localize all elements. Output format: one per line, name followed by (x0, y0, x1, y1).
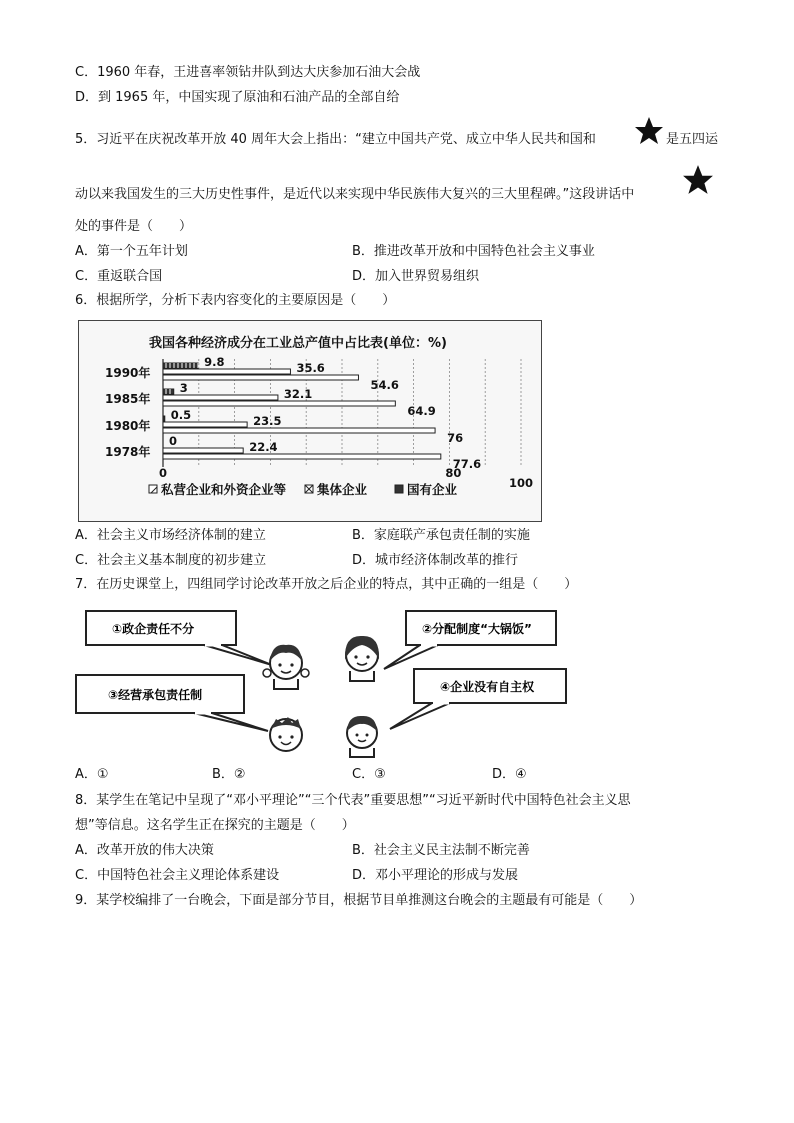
legend-item (395, 482, 458, 497)
q7-stem: 7．在历史课堂上，四组同学讨论改革开放之后企业的特点，其中正确的一组是（ ） (75, 577, 578, 592)
q5-stem-line3: 处的事件是（ ） (75, 219, 193, 234)
bar-1 (163, 369, 290, 374)
legend-item (149, 482, 287, 497)
legend-label: 国有企业 (407, 482, 458, 497)
chart-canvas (79, 321, 541, 521)
q7-option-a: A．① (75, 767, 109, 782)
q8-option-b: B．社会主义民主法制不断完善 (352, 843, 530, 858)
q5-stem-line1-tail: 是五四运 (666, 132, 719, 147)
q7-option-b: B．② (212, 767, 246, 782)
data-label: 76 (447, 431, 464, 445)
chart-title: 我国各种经济成分在工业总产值中占比表(单位：%) (149, 336, 447, 351)
legend-label: 集体企业 (317, 482, 368, 497)
bar-2 (163, 428, 435, 433)
student-boy-icon (270, 717, 302, 751)
x-tick-label: 100 (509, 476, 534, 490)
bubble-4-text: ④企业没有自主权 (440, 680, 535, 694)
q8-option-c: C．中国特色社会主义理论体系建设 (75, 868, 280, 883)
q4-option-c: C．1960 年春，王进喜率领钻井队到达大庆参加石油大会战 (75, 65, 421, 80)
data-label: 35.6 (296, 361, 325, 375)
category-label: 1980年 (105, 419, 151, 433)
star-icon (682, 164, 714, 196)
chart-legend (149, 482, 458, 497)
q6-option-b: B．家庭联产承包责任制的实施 (352, 528, 530, 543)
legend-item (305, 482, 368, 497)
bar-2 (163, 401, 395, 406)
q5-option-d: D．加入世界贸易组织 (352, 269, 480, 284)
data-label: 0 (169, 434, 178, 448)
q8-stem-line1: 8．某学生在笔记中呈现了“邓小平理论”“三个代表”重要思想”“习近平新时代中国特色社会主义思 (75, 793, 631, 808)
speech-bubble-1 (86, 611, 272, 665)
bar-1 (163, 448, 243, 453)
legend-swatch (149, 485, 157, 493)
q4-option-d: D．到 1965 年，中国实现了原油和石油产品的全部自给 (75, 90, 400, 105)
q9-stem: 9．某学校编排了一台晚会，下面是部分节目，根据节目单推测这台晚会的主题最有可能是（ ） (75, 893, 643, 908)
data-label: 3 (179, 381, 188, 395)
speech-bubble-2 (384, 611, 556, 669)
category-label: 1985年 (105, 392, 151, 406)
q5-option-c: C．重返联合国 (75, 269, 163, 284)
q6-stem: 6．根据所学，分析下表内容变化的主要原因是（ ） (75, 293, 396, 308)
star-icon (634, 116, 664, 146)
q6-option-a: A．社会主义市场经济体制的建立 (75, 528, 266, 543)
q5-option-b: B．推进改革开放和中国特色社会主义事业 (352, 244, 595, 259)
bar-2 (163, 454, 441, 459)
bar-0 (163, 416, 165, 421)
bar-1 (163, 422, 247, 427)
bubble-1-text: ①政企责任不分 (112, 622, 195, 636)
bar-chart (78, 320, 542, 522)
q5-option-a: A．第一个五年计划 (75, 244, 188, 259)
bubble-2-text: ②分配制度“大锅饭” (422, 622, 532, 636)
q8-stem-line2: 想”等信息。这名学生正在探究的主题是（ ） (75, 818, 355, 833)
data-label: 54.6 (370, 378, 399, 392)
bubble-3-text: ③经营承包责任制 (108, 688, 203, 702)
student-girl-2-icon (345, 636, 379, 681)
q5-stem-line2: 动以来我国发生的三大历史性事件，是近代以来实现中华民族伟大复兴的三大里程碑。”这段讲话中 (75, 187, 635, 202)
data-label: 64.9 (407, 404, 436, 418)
category-label: 1978年 (105, 445, 151, 459)
data-label: 23.5 (253, 414, 282, 428)
speech-bubble-4 (390, 669, 566, 729)
data-label: 77.6 (452, 457, 482, 471)
category-label: 1990年 (105, 366, 151, 380)
bar-0 (163, 363, 198, 368)
data-label: 22.4 (249, 440, 278, 454)
q5-stem-line1: 5．习近平在庆祝改革开放 40 周年大会上指出：“建立中国共产党、成立中华人民共和国和 (75, 132, 596, 147)
q7-option-c: C．③ (352, 767, 386, 782)
chart-bars (163, 363, 441, 459)
data-label: 32.1 (283, 387, 313, 401)
discussion-illustration (72, 603, 572, 760)
data-label: 9.8 (204, 355, 225, 369)
bar-0 (163, 389, 174, 394)
x-tick-label: 0 (159, 466, 168, 480)
bar-2 (163, 375, 358, 380)
bar-1 (163, 395, 278, 400)
q6-option-d: D．城市经济体制改革的推行 (352, 553, 519, 568)
legend-swatch (395, 485, 403, 493)
student-boy-2-icon (347, 716, 377, 757)
q8-option-d: D．邓小平理论的形成与发展 (352, 868, 519, 883)
data-label: 0.5 (170, 408, 192, 422)
x-tick-label: 80 (445, 466, 462, 480)
q7-option-d: D．④ (492, 767, 527, 782)
student-girl-icon (263, 645, 309, 689)
q8-option-a: A．改革开放的伟大决策 (75, 843, 214, 858)
speech-bubble-3 (76, 675, 268, 731)
q6-option-c: C．社会主义基本制度的初步建立 (75, 553, 267, 568)
legend-label: 私营企业和外资企业等 (161, 482, 287, 497)
